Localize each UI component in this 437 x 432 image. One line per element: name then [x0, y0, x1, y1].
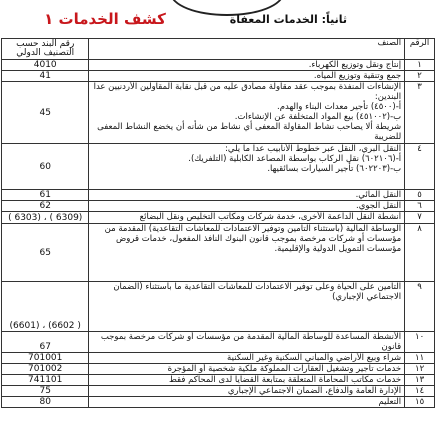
- description-line: الوساطة المالية (باستثناء التأمين وتوفير الاعتمادات للمعاشات التقاعدية) المقدمة من مؤسسات أو شركات مرخصة بموجب قانون البنوك النافذ المفعول، خدمات قروض مؤسسات التمويل الدولية والإقليمية.: [104, 224, 402, 254]
- description-line: النقل المائي.: [355, 190, 402, 200]
- description-line: أ-(٦٠٢١٠٦) نقل الركاب بواسطة المصاعد الكابلية (التلفريك).: [188, 154, 402, 164]
- item-description: [89, 397, 405, 408]
- description-line: النقل البري، النقل عبر خطوط الأنابيب عدا ما يلي:: [225, 144, 402, 154]
- item-description: [89, 332, 405, 353]
- description-line: الإنشاءات المنفذة بموجب عقد مقاولة مصادق عليه من قبل نقابة المقاولين الأردنيين عدا البندين:: [93, 82, 402, 102]
- item-description: [89, 190, 405, 201]
- description-line: التعليم: [378, 397, 402, 407]
- item-description: [89, 282, 405, 332]
- description-line: إنتاج ونقل وتوزيع الكهرباء.: [308, 60, 402, 70]
- item-code: 45: [2, 82, 89, 144]
- page-title: كشف الخدمات ١: [44, 10, 166, 28]
- description-line: الأنشطة المساعدة للوساطة المالية المقدمة من مؤسسات أو شركات مرخصة بموجب قانون: [100, 332, 402, 352]
- description-line: ب-(٤٥١٠٠٢) بيع المواد المتخلفة عن الإنشاءات.: [234, 112, 402, 122]
- item-code: 701001: [2, 353, 89, 364]
- section-heading: ثانياً: الخدمات المعفاة: [229, 13, 347, 26]
- item-number: ١٠: [405, 332, 435, 353]
- item-number: ١٤: [405, 386, 435, 397]
- item-number: ٩: [405, 282, 435, 332]
- exempt-services-table: [1, 38, 435, 408]
- description-line: التأمين على الحياة وعلى توفير الاعتمادات للمعاشات التقاعدية ما باستثناء (الضمان الاجتماعي الإجباري): [113, 282, 402, 302]
- item-number: ١١: [405, 353, 435, 364]
- table-row: [2, 212, 435, 224]
- item-description: [89, 386, 405, 397]
- item-description: [89, 224, 405, 282]
- table-header-row: [2, 39, 435, 60]
- item-number: ٦: [405, 201, 435, 212]
- column-header-description: الصنف: [89, 39, 405, 60]
- item-code: 4010: [2, 60, 89, 71]
- item-number: ٣: [405, 82, 435, 144]
- table-row: [2, 364, 435, 375]
- item-description: [89, 82, 405, 144]
- column-header-code: رقم البند حسب التصنيف الدولي: [2, 39, 89, 60]
- table-row: [2, 397, 435, 408]
- description-line: أنشطة النقل الداعمة الأخرى، خدمة شركات ومكاتب التخليص ونقل البضائع: [139, 212, 402, 222]
- item-description: [89, 144, 405, 190]
- item-description: [89, 71, 405, 82]
- item-number: ١٢: [405, 364, 435, 375]
- table-row: [2, 82, 435, 144]
- item-code: 62: [2, 201, 89, 212]
- item-code: 701002: [2, 364, 89, 375]
- item-code: (6601) ، (6602 ): [2, 282, 89, 332]
- item-number: ١٣: [405, 375, 435, 386]
- table-row: [2, 60, 435, 71]
- item-number: ٤: [405, 144, 435, 190]
- table-row: [2, 224, 435, 282]
- item-code: 60: [2, 144, 89, 190]
- item-code: 61: [2, 190, 89, 201]
- description-line: جمع وتنقية وتوزيع المياه.: [313, 71, 402, 81]
- description-line: شراء وبيع الأراضي والمباني السكنية وغير السكنية: [227, 353, 402, 363]
- table-row: [2, 71, 435, 82]
- table-row: [2, 332, 435, 353]
- table-row: [2, 386, 435, 397]
- item-description: [89, 60, 405, 71]
- table-row: [2, 375, 435, 386]
- item-description: [89, 353, 405, 364]
- item-number: ٢: [405, 71, 435, 82]
- item-number: ١: [405, 60, 435, 71]
- item-description: [89, 201, 405, 212]
- column-header-number: الرقم: [405, 39, 435, 60]
- item-code: 41: [2, 71, 89, 82]
- item-number: ٥: [405, 190, 435, 201]
- item-description: [89, 375, 405, 386]
- item-description: [89, 364, 405, 375]
- item-code: 65: [2, 224, 89, 282]
- table-row: [2, 144, 435, 190]
- table-row: [2, 282, 435, 332]
- item-number: ١٥: [405, 397, 435, 408]
- description-line: خدمات تأجير وتشغيل العقارات المملوكة ملكية شخصية أو المؤجرة: [167, 364, 402, 374]
- description-line: النقل الجوي.: [356, 201, 402, 211]
- item-code: 75: [2, 386, 89, 397]
- item-code: 67: [2, 332, 89, 353]
- item-code: 80: [2, 397, 89, 408]
- description-line: شريطة ألا يصاحب نشاط المقاولة المعفى أي نشاط من شأنه أن يخضع النشاط المعفى للضريبة: [97, 122, 402, 142]
- description-line: أ-(٤٥٠٠) تأجير معدات البناء والهدم.: [277, 102, 402, 112]
- item-code: 741101: [2, 375, 89, 386]
- table-row: [2, 201, 435, 212]
- item-description: [89, 212, 405, 224]
- description-line: ب-(٦٠٢٢٠٣) تأجير السيارات بسائقيها.: [267, 164, 402, 174]
- description-line: الإدارة العامة والدفاع، الضمان الاجتماعي الإجباري: [227, 386, 402, 396]
- item-number: ٨: [405, 224, 435, 282]
- table-row: [2, 353, 435, 364]
- item-code: ( 6303) ، ( 6309): [2, 212, 89, 224]
- description-line: خدمات مكاتب المحاماة المتعلقة بمتابعة القضايا لدى المحاكم فقط: [168, 375, 402, 385]
- table-row: [2, 190, 435, 201]
- item-number: ٧: [405, 212, 435, 224]
